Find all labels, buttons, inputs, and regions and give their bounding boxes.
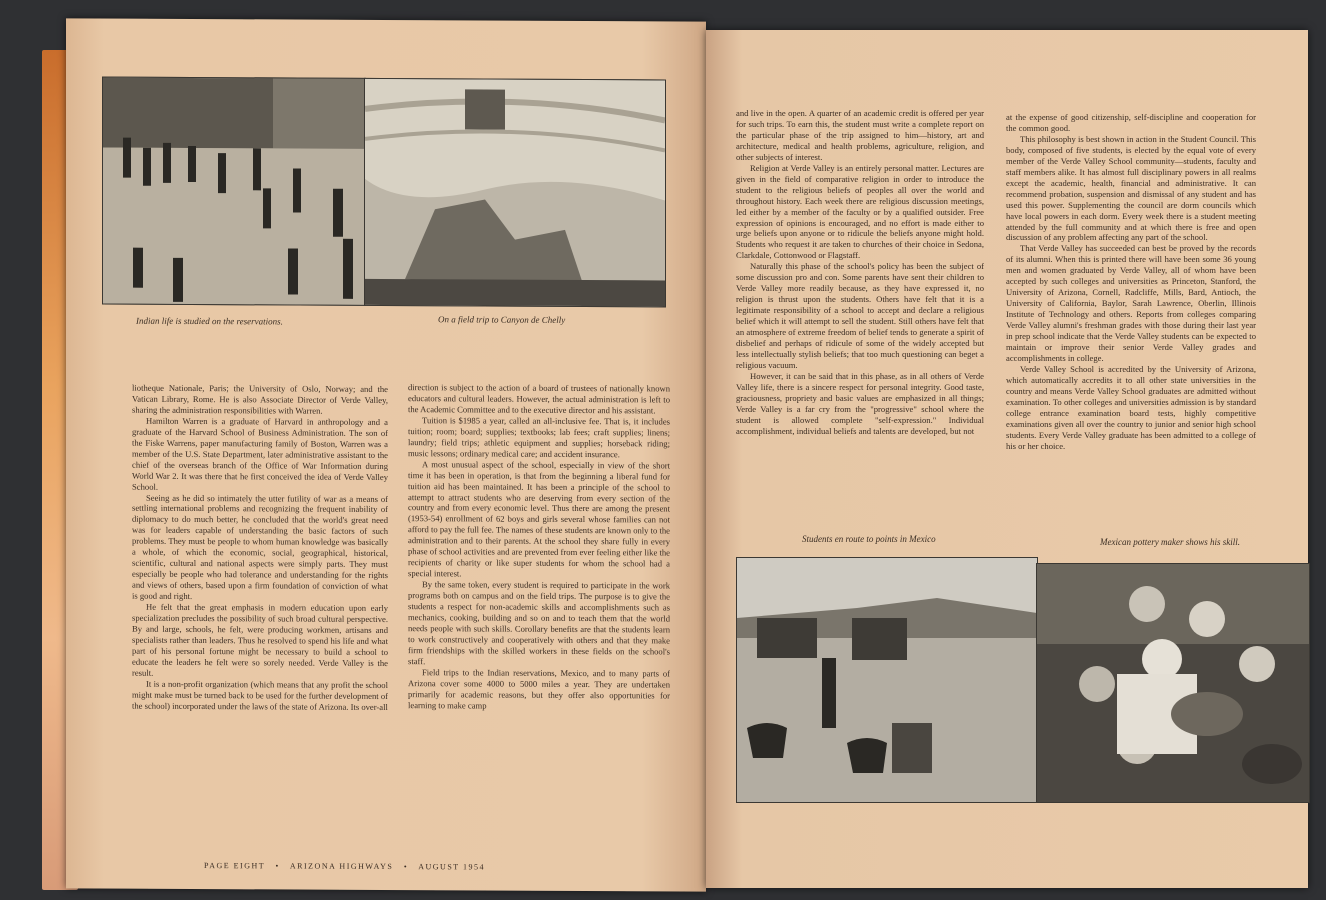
- caption-indian-life: Indian life is studied on the reservations.: [136, 315, 283, 327]
- left-text-column-2: [408, 382, 670, 712]
- footer-date: AUGUST 1954: [418, 862, 486, 872]
- paragraph: Tuition is $1985 a year, called an all-inclusive fee. That is, it includes tuition; room; board; supplies; textbooks; lab fees; craft supplies; linens; laundry; field trips; athletic equipment and supplies; horseback riding; music lessons; ordinary medical care; and accident insurance.: [408, 415, 670, 459]
- paragraph: Religion at Verde Valley is an entirely personal matter. Lectures are given in the field of comparative religion in order to introduce the student to the religious beliefs of peoples all over the world and throughout history. Each week there are religious discussion meetings, led either by a member of the faculty or by a qualified outsider. Free expression of opinions is encouraged, and no effort is made either to urge beliefs upon anyone or to ridicule the beliefs anyone might hold. Students who request it are taken to churches of their choice in Sedona, Clarkdale, Cottonwood or Flagstaff.: [736, 162, 984, 261]
- paragraph: liotheque Nationale, Paris; the University of Oslo, Norway; and the Vatican Library, Rome. He is also Associate Director of Verde Valley, sharing the administration responsibilities with Warren.: [132, 382, 388, 416]
- paragraph: and live in the open. A quarter of an academic credit is offered per year for such trips. To earn this, the student must write a complete report on the particular phase of the trip assigned to him—history, art and architecture, medical and health problems, agriculture, religion, and other subjects of interest.: [736, 108, 984, 162]
- paragraph: direction is subject to the action of a board of trustees of nationally known educators and cultural leaders. However, the actual administration is left to the Academic Committee and to the executive director and his assistant.: [408, 382, 670, 416]
- footer-page: PAGE EIGHT: [204, 861, 266, 871]
- paragraph: Hamilton Warren is a graduate of Harvard in anthropology and a graduate of the Harvard School of Business Administration. The son of the Fiske Warrens, paper manufacturing family of Boston, Warren was a member of the U.S. State Department, later administrative assistant to the chief of the overseas branch of the Office of War Information during World War 2. It was there that he first conceived the idea of Verde Valley School.: [132, 415, 388, 492]
- photo-pottery-maker: [1036, 563, 1310, 803]
- photo-indian-life: [102, 77, 366, 306]
- paragraph: However, it can be said that in this phase, as in all others of Verde Valley life, there is a sincere respect for personal integrity. Good taste, graciousness, propriety and basic values are emphasized in all things; Verde Valley is a far cry from the "progressive" school where the student is allowed complete "self-expression." Individual accomplishment, individual beliefs and talents are developed, but not: [736, 370, 984, 436]
- paragraph: Naturally this phase of the school's policy has been the subject of some discussion pro and con. Some parents have sent their children to Verde Valley more readily because, as they have expressed it, no religion is thrust upon the students. Others have felt that it is a legitimate responsibility of a school to accept and declare a religious belief which it will attempt to sell the student. Still others have felt that an atmosphere of extreme freedom of belief tends to generate a spirit of disbelief and perhaps of ridicule of some of the widely accepted but less intellectually stylish beliefs; that too much questioning can beget a religious vacuum.: [736, 261, 984, 370]
- footer-magazine: ARIZONA HIGHWAYS: [289, 861, 394, 872]
- right-text-column-1: [736, 108, 984, 437]
- paragraph: By the same token, every student is required to participate in the work programs both on campus and on the field trips. The purpose is to give the students a respect for non-academic skills and accomplishments such as mechanics, cooking, building and so on and to teach them that the world needs people with such skills. Corollary benefits are that the students learn to work constructively and cooperatively with others and that they make firm friendships with the skilled workers in these fields on the school's staff.: [408, 579, 670, 667]
- paragraph: Seeing as he did so intimately the utter futility of war as a means of settling international problems and recognizing the frequent inability of diplomacy to do much better, he concluded that the world's great need was for leaders capable of understanding the basic factors of such problems. They must be people to whom human knowledge was basically a whole, of which the economic, social, geographical, historical, scientific, cultural and national aspects were simply parts. They must especially be people who had tolerance and understanding for the rights and views of others, based upon a firm foundation of conviction of what is good and right.: [132, 492, 388, 602]
- photo-canyon-de-chelly: [364, 78, 666, 308]
- left-page: [66, 18, 706, 891]
- caption-mexico: Students en route to points in Mexico: [802, 534, 936, 544]
- page-footer: PAGE EIGHT • ARIZONA HIGHWAYS • AUGUST 1954: [204, 861, 486, 872]
- paragraph: That Verde Valley has succeeded can best be proved by the records of its alumni. When this is printed there will have been some 36 young men and women graduated by Verde Valley, all of whom have been accepted by such colleges and universities as Princeton, Stanford, the University of Arizona, Cornell, Radcliffe, Mills, Bard, Antioch, the University of California, Baylor, Sarah Lawrence, Oberlin, Illinois Institute of Technology and others. Reports from colleges comparing Verde Valley alumni's freshman grades with those during their last year in prep school indicate that the Verde Valley students can be expected to maintain or improve their senior Verde Valley grades and accomplishments in college.: [1006, 243, 1256, 363]
- paragraph: Field trips to the Indian reservations, Mexico, and to many parts of Arizona cover some 4000 to 5000 miles a year. They are undertaken primarily for academic reasons, but they offer also opportunities for learning to make camp: [408, 666, 670, 711]
- right-text-column-2: [1006, 112, 1256, 452]
- paragraph: A most unusual aspect of the school, especially in view of the short time it has been in operation, is that from the beginning a liberal fund for tuition aid has been maintained. It has been a principle of the school to attempt to attract students who are deserving from every section of the country and from every economic level. Thus there are among the present (1953-54) enrollment of 62 boys and girls several whose families can not afford to pay the full fee. The names of these students are known only to the administration and to their parents. At the school they share fully in every phase of school activities and are prevented from ever feeling either like the recipients of charity or like super students for whom the school had a special interest.: [408, 458, 670, 579]
- paragraph: at the expense of good citizenship, self-discipline and cooperation for the common good.: [1006, 112, 1256, 133]
- paragraph: It is a non-profit organization (which means that any profit the school might make must be turned back to be used for the further development of the school) incorporated under the laws of the state of Arizona. Its over-all: [132, 678, 388, 712]
- magazine-spread: [42, 20, 1304, 895]
- paragraph: This philosophy is best shown in action in the Student Council. This body, composed of five students, is elected by the equal vote of every member of the Verde Valley School community—students, faculty and staff members alike. It has almost full disciplinary powers in all realms except the academic, health, financial and administrative. It can recommend probation, suspension and dismissal of any student and has used this power. Supplementing the council are dorm councils which have local powers in each dorm. Every week there is a student meeting attended by the full community and at which there is free and open discussion of any problem affecting any part of the school.: [1006, 133, 1256, 243]
- paragraph: He felt that the great emphasis in modern education upon early specialization precludes the possibility of such broad cultural perspective. By and large, schools, he felt, were producing workmen, artisans and specialists rather than leaders. Thus he resolved to spend his life and what part of his personal fortune might be necessary to build a school to educate the leaders he felt were so sorely needed. Verde Valley is the result.: [132, 601, 388, 678]
- paragraph: Verde Valley School is accredited by the University of Arizona, which automatically accredits it to all other state universities in the country and means Verde Valley School graduates are admitted without examination. To other colleges and universities admission is by standard college entrance examination board tests, highly competitive examinations given all over the country to junior and senior high school students. Every Verde Valley graduate has been admitted to a college of his or her choice.: [1006, 363, 1256, 451]
- right-page: [706, 30, 1308, 888]
- caption-pottery: Mexican pottery maker shows his skill.: [1100, 537, 1240, 547]
- left-text-column-1: [132, 383, 388, 713]
- photo-mexico-trip: [736, 557, 1038, 803]
- caption-canyon: On a field trip to Canyon de Chelly: [438, 314, 566, 325]
